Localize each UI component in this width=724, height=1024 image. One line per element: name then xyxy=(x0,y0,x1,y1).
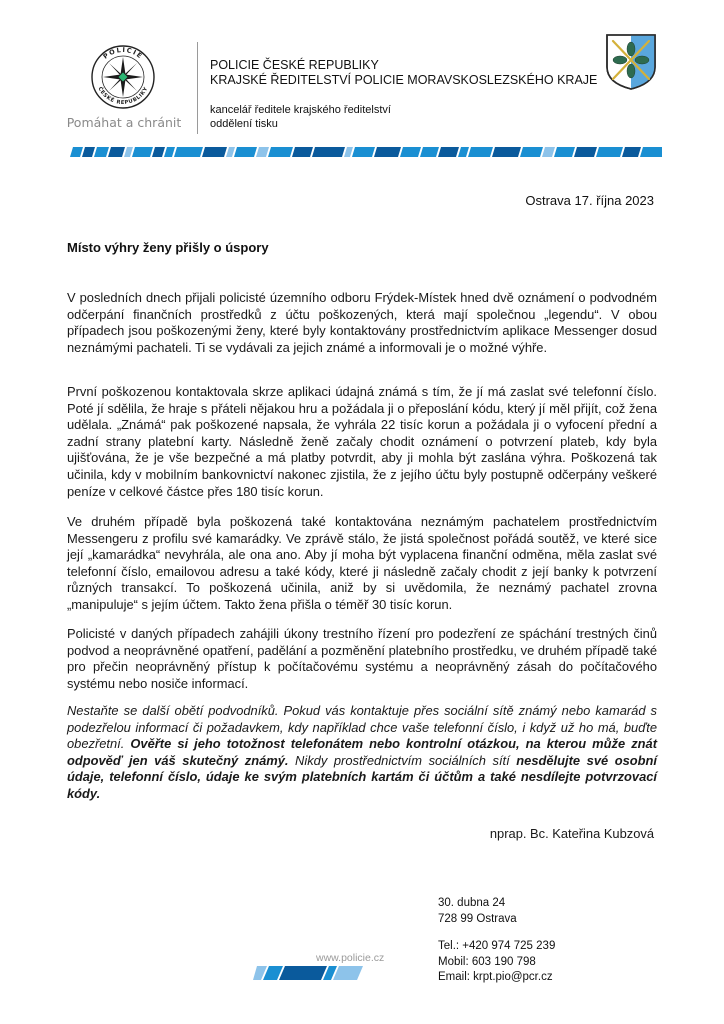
email: Email: krpt.pio@pcr.cz xyxy=(438,971,553,983)
stripe-segment xyxy=(132,147,153,157)
stripe-segment xyxy=(542,147,555,157)
organization-name: POLICIE ČESKÉ REPUBLIKY xyxy=(210,58,379,72)
logo-text-top: POLICIE xyxy=(101,45,145,61)
contact-block xyxy=(438,896,555,986)
signature: nprap. Bc. Kateřina Kubzová xyxy=(489,826,654,841)
stripe-segment xyxy=(420,147,439,157)
warning-verify: Ověřte si jeho totožnost telefonátem nebo kontrolní otázkou, na kterou může znát odpověď jen váš skutečný známý. xyxy=(67,736,657,768)
stripe-segment xyxy=(520,147,543,157)
phone: Tel.: +420 974 725 239 xyxy=(438,940,556,952)
header-stripe-divider xyxy=(70,147,662,157)
stripe-segment xyxy=(492,147,521,157)
stripe-segment xyxy=(226,147,235,157)
warning-never: Nikdy prostřednictvím sociálních sítí xyxy=(288,752,517,768)
police-star-logo xyxy=(90,44,156,110)
paragraph-4: Policisté v daných případech zahájili úkony trestního řízení pro podezření ze spáchání trestných činů podvod a neoprávněné opatření, padělání a pozměnění platebního prostředku, ve druhém případě také pro přečin neoprávněný přístup k počítačovému systému a neoprávněný zásah do počítačového systému nebo nosiče informací. xyxy=(67,626,657,691)
stripe-segment xyxy=(312,147,345,157)
document-date: Ostrava 17. října 2023 xyxy=(525,193,654,208)
stripe-segment xyxy=(352,147,375,157)
stripe-segment xyxy=(374,147,401,157)
stripe-segment xyxy=(574,147,597,157)
address-street: 30. dubna 24 xyxy=(438,897,506,909)
stripe-segment xyxy=(124,147,133,157)
regional-crest-icon xyxy=(605,33,657,91)
address-city: 728 99 Ostrava xyxy=(438,912,517,925)
stripe-segment xyxy=(438,147,459,157)
regional-directorate-name: KRAJSKÉ ŘEDITELSTVÍ POLICIE MORAVSKOSLEZSKÉHO KRAJE xyxy=(210,73,598,87)
press-office-line: oddělení tisku xyxy=(210,118,278,130)
stripe-segment xyxy=(400,147,421,157)
stripe-segment xyxy=(164,147,175,157)
motto: Pomáhat a chránit xyxy=(66,115,182,130)
footer-stripe xyxy=(253,966,363,980)
paragraph-3: Ve druhém případě byla poškozená také kontaktována neznámým pachatelem prostřednictvím Messengeru z profilu své kamarádky. Ve zprávě stálo, že jistá společnost pořádá soutěž, ve které sice její „kamarádka“ nevyhrála, ale ona ano. Aby jí moha být vyplacena finanční odměna, měla zaslat své telefonní číslo, emailovou adresu a také kódy, které ji následně začaly chodit z její banky k potvrzení různých transakcí. To poškozená učinila, aniž by si uvědomila, že neznámý pachatel zrovna „manipuluje“ s jejím účtem. Takto žena přišla o téměř 30 tisíc korun. xyxy=(67,514,657,612)
stripe-segment xyxy=(82,147,95,157)
stripe-segment xyxy=(554,147,575,157)
stripe-segment xyxy=(596,147,623,157)
stripe-segment xyxy=(640,147,662,157)
stripe-segment xyxy=(268,147,293,157)
stripe-segment xyxy=(70,147,83,157)
header-divider xyxy=(197,42,198,134)
stripe-segment xyxy=(292,147,313,157)
department-line: kancelář ředitele krajského ředitelství xyxy=(210,104,391,116)
footer-stripe-segment xyxy=(333,966,363,980)
paragraph-1: V posledních dnech přijali policisté územního odboru Frýdek-Místek hned dvě oznámení o podvodném odčerpání finančních prostředků z účtu poškozených, která mají společnou „legendu“. V obou případech jsou poškozenými ženy, které byly kontaktovány prostřednictvím aplikace Messenger dosud neznámými pachateli. Ti se vydávali za jejich známé a informovali je o možné výhře. xyxy=(67,290,657,355)
mobile: Mobil: 603 190 798 xyxy=(438,955,536,968)
stripe-segment xyxy=(108,147,125,157)
warning-do-not-share: nesdělujte své osobní údaje, telefonní číslo, údaje ke svým platebních kartám či účtům a také nesdílejte potvrzovací kódy. xyxy=(67,752,657,801)
stripe-segment xyxy=(234,147,257,157)
stripe-segment xyxy=(174,147,203,157)
stripe-segment xyxy=(344,147,353,157)
paragraph-2: První poškozenou kontaktovala skrze aplikaci údajná známá s tím, že jí má zaslat své telefonní číslo. Poté jí sdělila, že hraje s přáteli nějakou hru a požádala ji o přeposlání kódu, který jí měl přijít, což žena udělala. „Známá“ pak poškozené napsala, že vyhrála 22 tisíc korun a požádala ji o vyfocení přední a zadní strany platební karty. Následně ženě začaly chodit oznámení o potvrzení plateb, kdy byla ujišťována, že je vše bezpečné a má platby potvrdit, aby ji mohla být zaslána výhra. Poškozená tak učinila, kdy v mobilním bankovnictví nakonec zjistila, že z jejího účtu byly postupně odčerpány veškeré peníze v celkové částce přes 180 tisíc korun. xyxy=(67,384,657,499)
website: www.policie.cz xyxy=(316,952,385,964)
stripe-segment xyxy=(622,147,641,157)
logo-text-bottom: ČESKÉ REPUBLIKY xyxy=(96,86,150,107)
warning-intro: Nestaňte se další obětí podvodníků. Pokud vás kontaktuje přes sociální sítě známý nebo kamarád s podezřelou informací či požadavkem, kdy například chce vaše telefonní číslo, i když už ho má, buďte obezřetní. xyxy=(67,703,657,752)
stripe-segment xyxy=(94,147,109,157)
footer-stripe-segment xyxy=(279,966,327,980)
stripe-segment xyxy=(458,147,469,157)
stripe-segment xyxy=(152,147,165,157)
stripe-segment xyxy=(256,147,269,157)
stripe-segment xyxy=(468,147,493,157)
stripe-segment xyxy=(202,147,227,157)
warning-paragraph xyxy=(67,703,657,803)
document-title: Místo výhry ženy přišly o úspory xyxy=(67,240,269,255)
